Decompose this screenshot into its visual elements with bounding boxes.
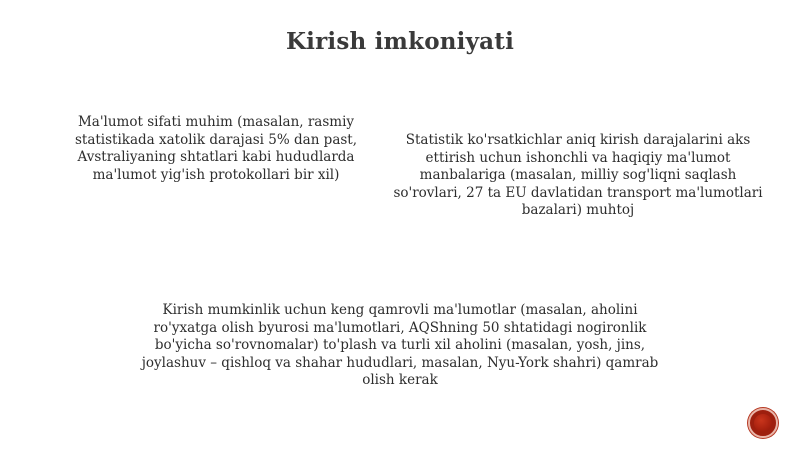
right-paragraph: Statistik ko'rsatkichlar aniq kirish darajalarini aks ettirish uchun ishonchli va haqiqiy ma'lumot manbalariga (masalan, milliy sog'liqni saqlash so'rovlari, 27 ta EU davlatidan transport ma'lumotlari bazalari) muhtoj: [393, 132, 763, 218]
slide-title: Kirish imkoniyati: [285, 28, 515, 55]
circle-button-icon: [754, 414, 772, 432]
bottom-paragraph: Kirish mumkinlik uchun keng qamrovli ma'lumotlar (masalan, aholini ro'yxatga olish byurosi ma'lumotlari, AQShning 50 shtatidagi nogironlik bo'yicha so'rovnomalar) to'plash va turli xil aholini (masalan, yosh, jins, joylashuv – qishloq va shahar hududlari, masalan, Nyu-York shahri) qamrab olish kerak: [141, 302, 659, 388]
next-slide-button[interactable]: [748, 408, 778, 438]
left-paragraph: Ma'lumot sifati muhim (masalan, rasmiy statistikada xatolik darajasi 5% dan past, Avstraliyaning shtatlari kabi hududlarda ma'lumot yig'ish protokollari bir xil): [74, 114, 358, 183]
